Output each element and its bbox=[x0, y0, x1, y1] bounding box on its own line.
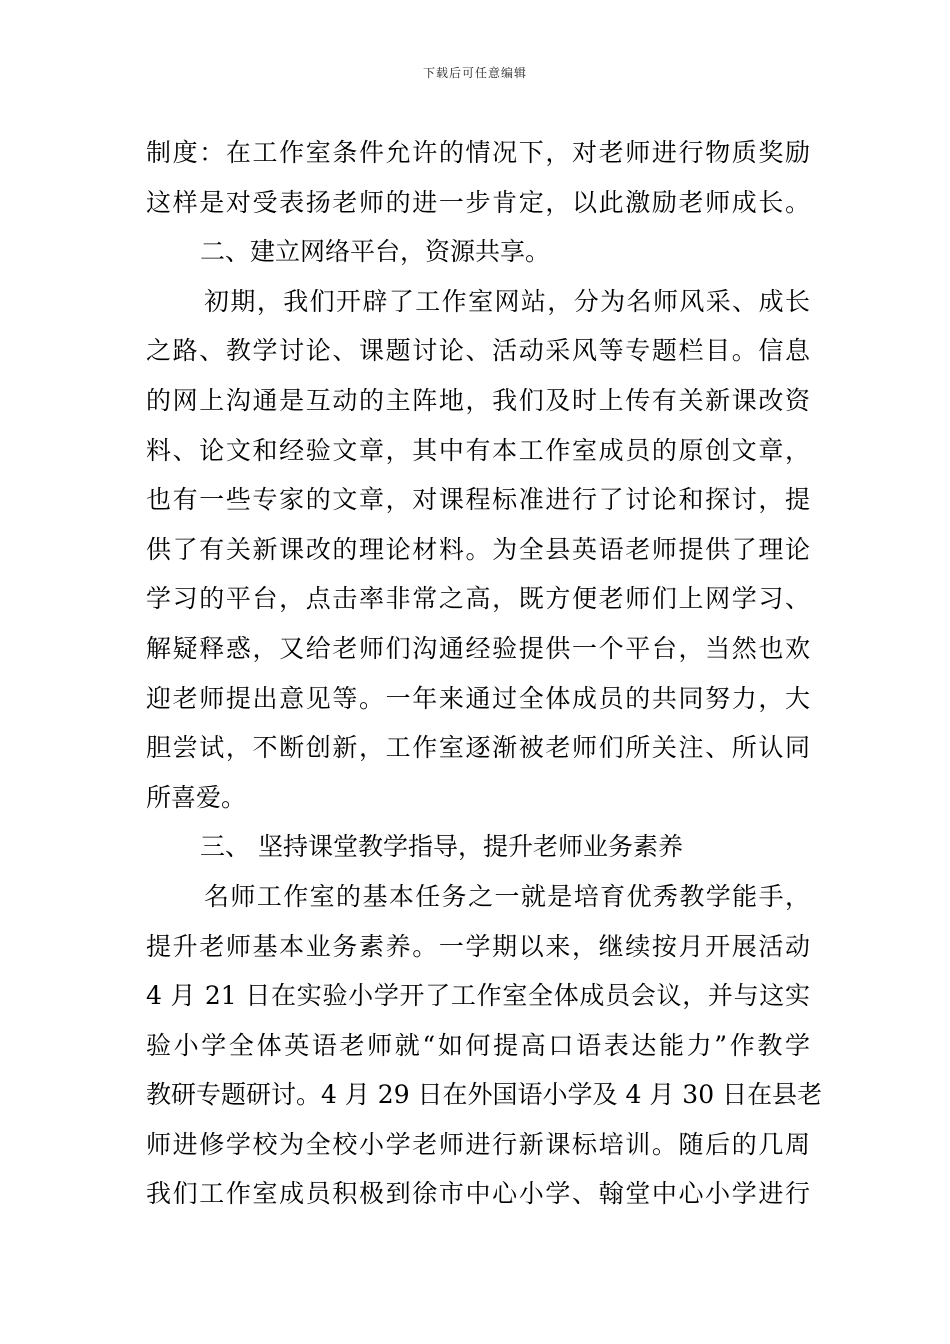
text-line: 学习的平台，点击率非常之高，既方便老师们上网学习、 bbox=[146, 584, 810, 614]
text-line: 验小学全体英语老师就“如何提高口语表达能力”作教学 bbox=[146, 1030, 810, 1060]
text-line: 这样是对受表扬老师的进一步肯定，以此激励老师成长。 bbox=[146, 187, 810, 217]
document-body bbox=[146, 128, 823, 1219]
page-header: 下载后可任意编辑 bbox=[422, 66, 527, 80]
text-line: 初期，我们开辟了工作室网站，分为名师风采、成长 bbox=[204, 286, 810, 316]
text-line: 也有一些专家的文章，对课程标准进行了讨论和探讨，提 bbox=[146, 485, 810, 515]
section-heading: 二、建立网络平台，资源共享。 bbox=[200, 237, 551, 267]
text-line: 教研专题研讨。4 月 29 日在外国语小学及 4 月 30 日在县老 bbox=[146, 1080, 823, 1110]
text-line: 提升老师基本业务素养。一学期以来，继续按月开展活动 bbox=[146, 931, 810, 961]
text-line: 我们工作室成员积极到徐市中心小学、翰堂中心小学进行 bbox=[146, 1179, 810, 1209]
text-line: 制度：在工作室条件允许的情况下，对老师进行物质奖励 bbox=[146, 138, 810, 167]
text-line: 名师工作室的基本任务之一就是培育优秀教学能手， bbox=[204, 881, 810, 911]
text-line: 所喜爱。 bbox=[146, 782, 247, 812]
text-line: 4 月 21 日在实验小学开了工作室全体成员会议，并与这实 bbox=[146, 981, 810, 1011]
text-line: 迎老师提出意见等。一年来通过全体成员的共同努力，大 bbox=[146, 683, 810, 713]
section-heading: 三、 坚持课堂教学指导，提升老师业务素养 bbox=[200, 832, 683, 862]
text-line: 师进修学校为全校小学老师进行新课标培训。随后的几周 bbox=[146, 1129, 810, 1159]
text-line: 供了有关新课改的理论材料。为全县英语老师提供了理论 bbox=[146, 534, 810, 564]
text-line: 的网上沟通是互动的主阵地，我们及时上传有关新课改资 bbox=[146, 385, 810, 415]
text-line: 解疑释惑，又给老师们沟通经验提供一个平台，当然也欢 bbox=[146, 633, 810, 663]
text-line: 胆尝试，不断创新，工作室逐渐被老师们所关注、所认同 bbox=[146, 733, 810, 763]
text-line: 料、论文和经验文章，其中有本工作室成员的原创文章， bbox=[146, 435, 810, 465]
text-line: 之路、教学讨论、课题讨论、活动采风等专题栏目。信息 bbox=[146, 336, 810, 366]
